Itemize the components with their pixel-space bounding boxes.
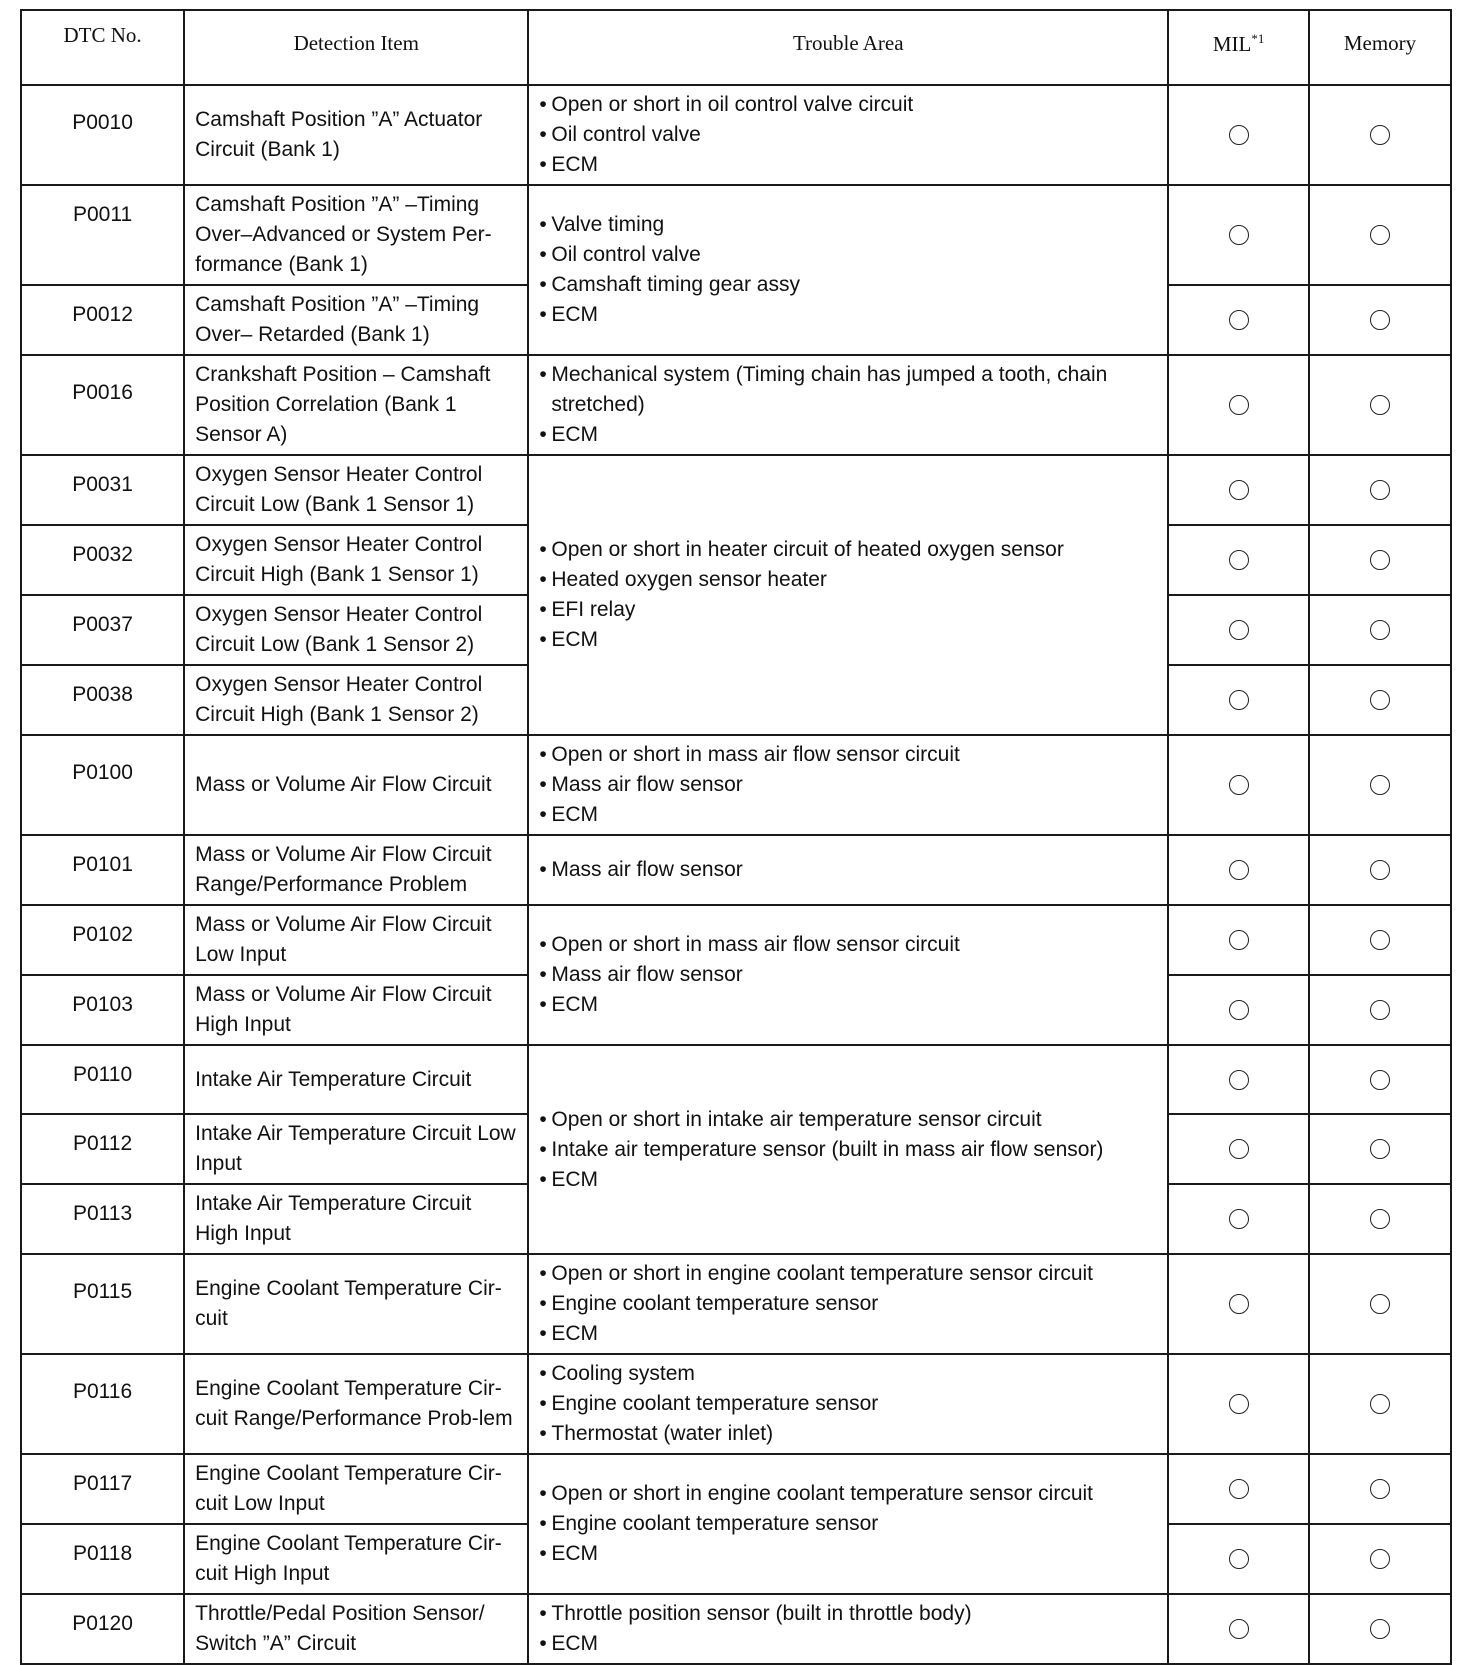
trouble-area: [528, 905, 1168, 1045]
detection-item: Mass or Volume Air Flow Circuit High Input: [184, 975, 528, 1045]
mil-circle-icon: [1229, 1619, 1249, 1639]
trouble-area-item: • Open or short in mass air flow sensor circuit: [539, 930, 1159, 960]
mil-cell: [1168, 665, 1309, 735]
memory-circle-icon: [1370, 1619, 1390, 1639]
dtc-code: P0011: [21, 185, 184, 285]
memory-circle-icon: [1370, 1070, 1390, 1090]
header-dtc-no: [21, 10, 184, 85]
trouble-area-item: • Mass air flow sensor: [539, 770, 1159, 800]
mil-circle-icon: [1229, 1549, 1249, 1569]
memory-circle-icon: [1370, 480, 1390, 500]
memory-cell: [1309, 1354, 1451, 1454]
memory-circle-icon: [1370, 1394, 1390, 1414]
table-row: [21, 835, 1451, 905]
mil-circle-icon: [1229, 1394, 1249, 1414]
mil-cell: [1168, 595, 1309, 665]
detection-item: Crankshaft Position – Camshaft Position Correlation (Bank 1 Sensor A): [184, 355, 528, 455]
table-row: [21, 85, 1451, 185]
mil-cell: [1168, 1594, 1309, 1664]
memory-circle-icon: [1370, 690, 1390, 710]
trouble-area-item: • ECM: [539, 1319, 1159, 1349]
memory-cell: [1309, 285, 1451, 355]
memory-circle-icon: [1370, 620, 1390, 640]
trouble-area: [528, 1045, 1168, 1254]
dtc-code: P0120: [21, 1594, 184, 1664]
mil-circle-icon: [1229, 125, 1249, 145]
header-area-label: Trouble Area: [792, 31, 904, 55]
trouble-area: [528, 185, 1168, 355]
trouble-area-item: • EFI relay: [539, 595, 1159, 625]
detection-item: Intake Air Temperature Circuit Low Input: [184, 1114, 528, 1184]
table-row: [21, 1454, 1451, 1524]
detection-item: Oxygen Sensor Heater Control Circuit Low (Bank 1 Sensor 2): [184, 595, 528, 665]
trouble-area-item: • Engine coolant temperature sensor: [539, 1389, 1159, 1419]
detection-item: Mass or Volume Air Flow Circuit Range/Performance Problem: [184, 835, 528, 905]
trouble-area: [528, 1254, 1168, 1354]
memory-circle-icon: [1370, 1000, 1390, 1020]
trouble-area: [528, 735, 1168, 835]
trouble-area: [528, 455, 1168, 735]
mil-cell: [1168, 455, 1309, 525]
dtc-code: P0102: [21, 905, 184, 975]
table-row: [21, 455, 1451, 525]
header-row: [21, 10, 1451, 85]
trouble-area-item: • ECM: [539, 300, 1159, 330]
dtc-code: P0113: [21, 1184, 184, 1254]
memory-cell: [1309, 665, 1451, 735]
dtc-code: P0118: [21, 1524, 184, 1594]
mil-circle-icon: [1229, 620, 1249, 640]
table-row: [21, 735, 1451, 835]
memory-circle-icon: [1370, 1139, 1390, 1159]
trouble-area-item: • ECM: [539, 1165, 1159, 1195]
memory-circle-icon: [1370, 1549, 1390, 1569]
trouble-area-item: • ECM: [539, 800, 1159, 830]
trouble-area-item: • ECM: [539, 625, 1159, 655]
dtc-table: [20, 9, 1452, 1665]
trouble-area-item: • Engine coolant temperature sensor: [539, 1509, 1159, 1539]
mil-circle-icon: [1229, 860, 1249, 880]
detection-item: Camshaft Position ”A” –Timing Over– Retarded (Bank 1): [184, 285, 528, 355]
trouble-area-item: • Mass air flow sensor: [539, 960, 1159, 990]
trouble-area-item: • ECM: [539, 150, 1159, 180]
detection-item: Oxygen Sensor Heater Control Circuit High (Bank 1 Sensor 2): [184, 665, 528, 735]
memory-cell: [1309, 185, 1451, 285]
trouble-area-item: • Open or short in engine coolant temperature sensor circuit: [539, 1259, 1159, 1289]
trouble-area-item: • Valve timing: [539, 210, 1159, 240]
trouble-area-item: • ECM: [539, 1629, 1159, 1659]
detection-item: Mass or Volume Air Flow Circuit Low Input: [184, 905, 528, 975]
memory-cell: [1309, 1184, 1451, 1254]
trouble-area-item: • ECM: [539, 420, 1159, 450]
trouble-area-item: • Camshaft timing gear assy: [539, 270, 1159, 300]
trouble-area-item: • ECM: [539, 1539, 1159, 1569]
mil-cell: [1168, 185, 1309, 285]
memory-cell: [1309, 835, 1451, 905]
mil-cell: [1168, 1114, 1309, 1184]
dtc-code: P0101: [21, 835, 184, 905]
detection-item: Mass or Volume Air Flow Circuit: [184, 735, 528, 835]
detection-item: Camshaft Position ”A” –Timing Over–Advanced or System Per-formance (Bank 1): [184, 185, 528, 285]
trouble-area-item: • Intake air temperature sensor (built in mass air flow sensor): [539, 1135, 1159, 1165]
detection-item: Intake Air Temperature Circuit: [184, 1045, 528, 1114]
detection-item: Camshaft Position ”A” Actuator Circuit (Bank 1): [184, 85, 528, 185]
memory-cell: [1309, 1454, 1451, 1524]
table-row: [21, 1254, 1451, 1354]
mil-cell: [1168, 285, 1309, 355]
trouble-area: [528, 835, 1168, 905]
memory-cell: [1309, 1594, 1451, 1664]
dtc-code: P0016: [21, 355, 184, 455]
detection-item: Oxygen Sensor Heater Control Circuit High (Bank 1 Sensor 1): [184, 525, 528, 595]
trouble-area-item: • Open or short in mass air flow sensor circuit: [539, 740, 1159, 770]
mil-cell: [1168, 975, 1309, 1045]
dtc-code: P0031: [21, 455, 184, 525]
memory-cell: [1309, 85, 1451, 185]
dtc-code: P0117: [21, 1454, 184, 1524]
trouble-area: [528, 85, 1168, 185]
dtc-code: P0103: [21, 975, 184, 1045]
trouble-area: [528, 355, 1168, 455]
mil-circle-icon: [1229, 775, 1249, 795]
header-item-label: Detection Item: [293, 31, 419, 55]
memory-circle-icon: [1370, 1294, 1390, 1314]
dtc-code: P0116: [21, 1354, 184, 1454]
mil-cell: [1168, 835, 1309, 905]
memory-circle-icon: [1370, 930, 1390, 950]
memory-cell: [1309, 1045, 1451, 1114]
header-detection-item: [184, 10, 528, 85]
detection-item: Oxygen Sensor Heater Control Circuit Low (Bank 1 Sensor 1): [184, 455, 528, 525]
detection-item: Engine Coolant Temperature Cir-cuit Range/Performance Prob-lem: [184, 1354, 528, 1454]
detection-item: Engine Coolant Temperature Cir-cuit: [184, 1254, 528, 1354]
trouble-area-item: • ECM: [539, 990, 1159, 1020]
mil-cell: [1168, 905, 1309, 975]
memory-circle-icon: [1370, 775, 1390, 795]
mil-circle-icon: [1229, 1209, 1249, 1229]
mil-cell: [1168, 525, 1309, 595]
memory-circle-icon: [1370, 1479, 1390, 1499]
memory-cell: [1309, 525, 1451, 595]
trouble-area: [528, 1454, 1168, 1594]
memory-cell: [1309, 905, 1451, 975]
dtc-code: P0110: [21, 1045, 184, 1114]
header-mil: [1168, 10, 1309, 85]
trouble-area-item: • Mass air flow sensor: [539, 855, 1159, 885]
mil-circle-icon: [1229, 1000, 1249, 1020]
trouble-area-item: • Open or short in oil control valve circuit: [539, 90, 1159, 120]
dtc-code: P0038: [21, 665, 184, 735]
mil-cell: [1168, 1354, 1309, 1454]
detection-item: Throttle/Pedal Position Sensor/ Switch ”A” Circuit: [184, 1594, 528, 1664]
trouble-area-item: • Oil control valve: [539, 240, 1159, 270]
detection-item: Engine Coolant Temperature Cir-cuit High Input: [184, 1524, 528, 1594]
memory-circle-icon: [1370, 860, 1390, 880]
mil-circle-icon: [1229, 550, 1249, 570]
mil-circle-icon: [1229, 395, 1249, 415]
trouble-area-item: • Open or short in intake air temperature sensor circuit: [539, 1105, 1159, 1135]
trouble-area-item: • Heated oxygen sensor heater: [539, 565, 1159, 595]
header-trouble-area: [528, 10, 1168, 85]
trouble-area-item: • Mechanical system (Timing chain has jumped a tooth, chain stretched): [539, 360, 1159, 420]
mil-circle-icon: [1229, 1479, 1249, 1499]
trouble-area-item: • Oil control valve: [539, 120, 1159, 150]
mil-cell: [1168, 1045, 1309, 1114]
mil-cell: [1168, 355, 1309, 455]
mil-circle-icon: [1229, 310, 1249, 330]
detection-item: Engine Coolant Temperature Cir-cuit Low Input: [184, 1454, 528, 1524]
trouble-area-item: • Open or short in engine coolant temperature sensor circuit: [539, 1479, 1159, 1509]
trouble-area-item: • Cooling system: [539, 1359, 1159, 1389]
memory-cell: [1309, 595, 1451, 665]
mil-circle-icon: [1229, 1294, 1249, 1314]
mil-cell: [1168, 1524, 1309, 1594]
memory-circle-icon: [1370, 1209, 1390, 1229]
dtc-code: P0032: [21, 525, 184, 595]
header-memory: [1309, 10, 1451, 85]
trouble-area-item: • Throttle position sensor (built in throttle body): [539, 1599, 1159, 1629]
mil-cell: [1168, 85, 1309, 185]
mil-circle-icon: [1229, 1139, 1249, 1159]
dtc-code: P0100: [21, 735, 184, 835]
mil-cell: [1168, 1254, 1309, 1354]
detection-item: Intake Air Temperature Circuit High Input: [184, 1184, 528, 1254]
mil-circle-icon: [1229, 690, 1249, 710]
mil-circle-icon: [1229, 480, 1249, 500]
memory-circle-icon: [1370, 310, 1390, 330]
header-mil-label: MIL: [1212, 32, 1252, 56]
mil-cell: [1168, 1184, 1309, 1254]
memory-circle-icon: [1370, 550, 1390, 570]
mil-cell: [1168, 1454, 1309, 1524]
table-row: [21, 1045, 1451, 1114]
header-memory-label: Memory: [1343, 31, 1417, 55]
memory-cell: [1309, 1524, 1451, 1594]
trouble-area: [528, 1594, 1168, 1664]
table-row: [21, 1594, 1451, 1664]
memory-cell: [1309, 1254, 1451, 1354]
header-mil-footnote: *1: [1251, 31, 1265, 46]
memory-circle-icon: [1370, 225, 1390, 245]
memory-cell: [1309, 975, 1451, 1045]
table-row: [21, 185, 1451, 285]
trouble-area-item: • Open or short in heater circuit of heated oxygen sensor: [539, 535, 1159, 565]
memory-cell: [1309, 355, 1451, 455]
memory-cell: [1309, 735, 1451, 835]
table-row: [21, 1354, 1451, 1454]
mil-cell: [1168, 735, 1309, 835]
dtc-code: P0012: [21, 285, 184, 355]
dtc-code: P0112: [21, 1114, 184, 1184]
header-dtc-label: DTC No.: [63, 23, 142, 47]
table-row: [21, 355, 1451, 455]
memory-cell: [1309, 455, 1451, 525]
memory-cell: [1309, 1114, 1451, 1184]
mil-circle-icon: [1229, 225, 1249, 245]
mil-circle-icon: [1229, 1070, 1249, 1090]
mil-circle-icon: [1229, 930, 1249, 950]
dtc-code: P0010: [21, 85, 184, 185]
memory-circle-icon: [1370, 125, 1390, 145]
dtc-code: P0037: [21, 595, 184, 665]
memory-circle-icon: [1370, 395, 1390, 415]
dtc-code: P0115: [21, 1254, 184, 1354]
trouble-area: [528, 1354, 1168, 1454]
trouble-area-item: • Thermostat (water inlet): [539, 1419, 1159, 1449]
table-row: [21, 905, 1451, 975]
trouble-area-item: • Engine coolant temperature sensor: [539, 1289, 1159, 1319]
